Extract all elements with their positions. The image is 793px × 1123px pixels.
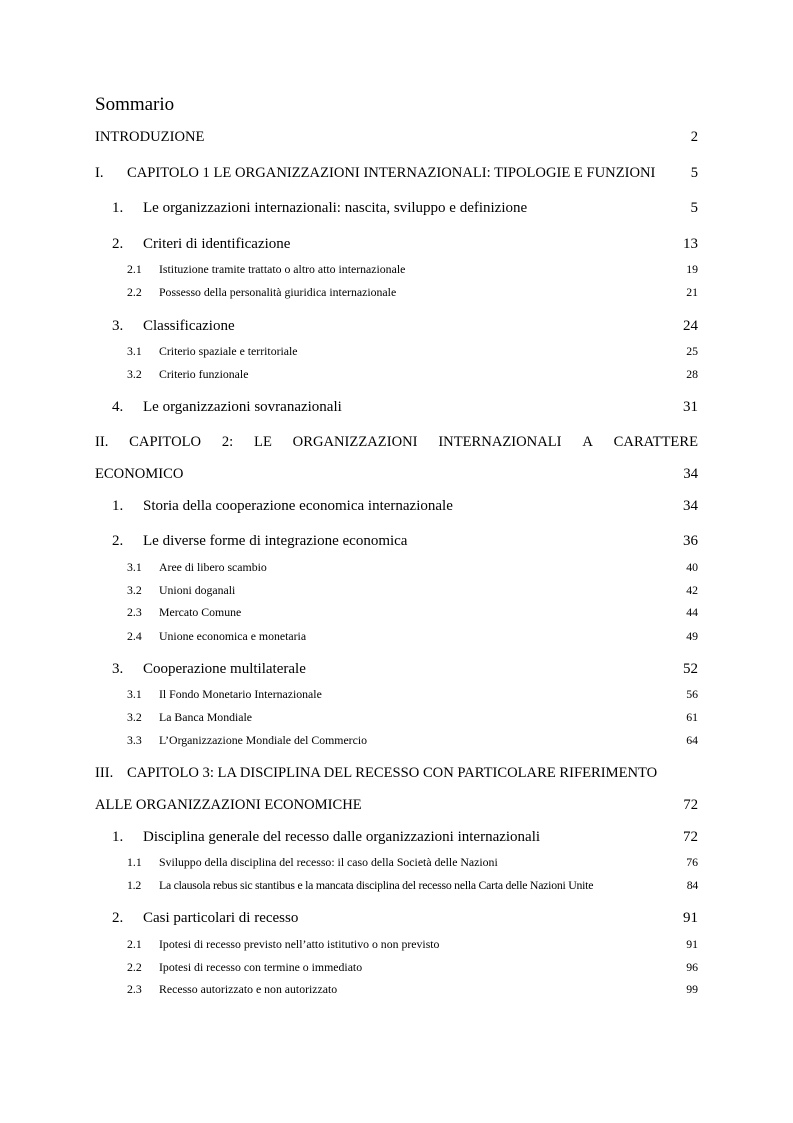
toc-section-number: 3. [112,318,124,334]
toc-subsection-title: Recesso autorizzato e non autorizzato [159,982,338,996]
toc-chapter-title: CAPITOLO 1 LE ORGANIZZAZIONI INTERNAZIONALI: TIPOLOGIE E FUNZIONI [127,165,656,181]
toc-entry-page: 25 [686,344,698,358]
toc-subsection-3-1-2[interactable] [127,878,698,893]
toc-entry-page: 5 [690,165,698,181]
toc-entry-page: 49 [686,629,698,643]
toc-section-2-2[interactable] [112,532,698,550]
toc-entry-page: 91 [686,937,698,951]
toc-entry-page: 28 [686,367,698,381]
toc-chapter-title-cont: ALLE ORGANIZZAZIONI ECONOMICHE [95,797,362,813]
toc-subsection-title: Il Fondo Monetario Internazionale [159,687,322,701]
toc-section-number: 3. [112,661,124,677]
toc-entry-page: 61 [686,710,698,724]
toc-section-number: 4. [112,399,124,415]
toc-subsection-title: Istituzione tramite trattato o altro atto internazionale [159,262,406,276]
toc-subsection-title: L’Organizzazione Mondiale del Commercio [159,733,368,747]
toc-subsection-title: Ipotesi di recesso con termine o immediato [159,960,363,974]
toc-section-number: 1. [112,829,124,845]
toc-entry-page: 31 [683,399,698,415]
toc-subsection-number: 3.1 [127,560,142,574]
toc-subsection-3-2-2[interactable] [127,960,698,975]
toc-subsection-2-3-2[interactable] [127,583,698,598]
toc-subsection-number: 2.4 [127,629,142,643]
toc-section-number: 1. [112,498,124,514]
toc-subsection-2-3-3b[interactable] [127,733,698,748]
toc-subsection-number: 2.1 [127,937,142,951]
toc-chapter-title-word: ORGANIZZAZIONI [292,434,418,450]
toc-section-1-2[interactable] [112,235,698,253]
toc-subsection-number: 3.2 [127,710,142,724]
toc-section-number: 2. [112,236,124,252]
toc-entry-page: 56 [686,687,698,701]
toc-subsection-number: 2.1 [127,262,142,276]
toc-subsection-2-3-1[interactable] [127,560,698,575]
toc-section-1-1[interactable] [112,199,698,217]
toc-entry-page: 5 [690,200,698,216]
toc-chapter-title-word: 2: [221,434,234,450]
toc-chapter-title-word: INTERNAZIONALI [438,434,562,450]
toc-subsection-number: 1.1 [127,855,142,869]
toc-chapter-title-word: LE [254,434,272,450]
toc-subsection-2-2-4[interactable] [127,629,698,644]
toc-subsection-title: Possesso della personalità giuridica internazionale [159,285,397,299]
toc-subsection-number: 3.2 [127,583,142,597]
toc-subsection-number: 2.3 [127,605,142,619]
toc-subsection-number: 2.2 [127,285,142,299]
toc-subsection-title: Ipotesi di recesso previsto nell’atto istitutivo o non previsto [159,937,440,951]
toc-subsection-1-3-2[interactable] [127,367,698,382]
toc-entry-page: 96 [686,960,698,974]
toc-entry-page: 44 [686,605,698,619]
toc-subsection-number: 3.1 [127,344,142,358]
toc-subsection-2-3-2b[interactable] [127,710,698,725]
toc-entry-page: 91 [683,910,698,926]
toc-chapter-number: III. [95,765,114,781]
toc-entry-page: 76 [686,855,698,869]
toc-entry-page: 19 [686,262,698,276]
toc-entry-page: 36 [683,533,698,549]
toc-section-3-1[interactable] [112,828,698,846]
toc-entry-title: INTRODUZIONE [95,129,205,145]
toc-chapter-2[interactable] [95,433,698,483]
toc-entry-page: 64 [686,733,698,747]
toc-entry-page: 52 [683,661,698,677]
toc-chapter-title-word: A [582,434,593,450]
toc-section-title: Casi particolari di recesso [143,910,299,926]
toc-subsection-title: Mercato Comune [159,605,242,619]
toc-subsection-1-2-1[interactable] [127,262,698,277]
toc-entry-page: 34 [683,466,698,482]
toc-chapter-title-cont: ECONOMICO [95,466,184,482]
toc-subsection-title: Criterio funzionale [159,367,249,381]
toc-subsection-title: La Banca Mondiale [159,710,253,724]
toc-entry-page: 99 [686,982,698,996]
toc-subsection-title: Sviluppo della disciplina del recesso: il caso della Società delle Nazioni [159,855,498,869]
toc-subsection-number: 3.3 [127,733,142,747]
toc-subsection-2-3-1b[interactable] [127,687,698,702]
toc-subsection-3-2-3[interactable] [127,982,698,997]
toc-chapter-title: CAPITOLO 3: LA DISCIPLINA DEL RECESSO CON PARTICOLARE RIFERIMENTO [127,765,658,781]
toc-subsection-title: Unione economica e monetaria [159,629,307,643]
toc-entry-page: 42 [686,583,698,597]
toc-section-number: 1. [112,200,124,216]
toc-heading: Sommario [95,94,175,115]
toc-section-title: Classificazione [143,318,235,334]
toc-section-title: Disciplina generale del recesso dalle organizzazioni internazionali [143,829,541,845]
toc-subsection-number: 2.3 [127,982,142,996]
toc-subsection-number: 3.2 [127,367,142,381]
toc-entry-page: 72 [683,829,698,845]
toc-entry-page: 84 [686,878,698,892]
toc-entry-page: 21 [686,285,698,299]
toc-chapter-title-word: CARATTERE [613,434,698,450]
toc-section-title: Cooperazione multilaterale [143,661,306,677]
toc-subsection-1-2-2[interactable] [127,285,698,300]
toc-entry-page: 2 [690,129,698,145]
toc-entry-page: 24 [683,318,698,334]
toc-section-title: Le organizzazioni internazionali: nascita, sviluppo e definizione [143,200,528,216]
toc-chapter-3[interactable] [95,764,698,814]
toc-chapter-title-word: CAPITOLO [129,434,202,450]
toc-chapter-number: I. [95,165,104,181]
toc-subsection-number: 2.2 [127,960,142,974]
toc-entry-introduzione[interactable] [95,128,698,146]
toc-subsection-2-2-3[interactable] [127,605,698,620]
toc-entry-page: 34 [683,498,698,514]
toc-subsection-1-3-1[interactable] [127,344,698,359]
toc-entry-page: 13 [683,236,698,252]
toc-entry-page: 72 [683,797,698,813]
toc-subsection-title: Aree di libero scambio [159,560,267,574]
toc-subsection-3-1-1[interactable] [127,855,698,870]
toc-subsection-3-2-1[interactable] [127,937,698,952]
toc-section-3-2[interactable] [112,909,698,927]
toc-section-1-4[interactable] [112,398,698,416]
toc-section-1-3[interactable] [112,317,698,335]
toc-subsection-number: 1.2 [127,878,141,892]
toc-chapter-number: II. [95,434,109,450]
toc-subsection-title: Criterio spaziale e territoriale [159,344,298,358]
toc-section-title: Criteri di identificazione [143,236,291,252]
toc-entry-page: 40 [686,560,698,574]
toc-section-title: Storia della cooperazione economica internazionale [143,498,453,514]
toc-subsection-number: 3.1 [127,687,142,701]
toc-section-title: Le organizzazioni sovranazionali [143,399,342,415]
toc-subsection-title: Unioni doganali [159,583,236,597]
toc-section-2-1[interactable] [112,497,698,515]
toc-chapter-1[interactable] [95,164,698,182]
toc-subsection-title: La clausola rebus sic stantibus e la mancata disciplina del recesso nella Carta delle Nazioni Unite [159,878,594,892]
toc-section-number: 2. [112,533,124,549]
toc-section-title: Le diverse forme di integrazione economica [143,533,408,549]
toc-section-number: 2. [112,910,124,926]
toc-section-2-3[interactable] [112,660,698,678]
